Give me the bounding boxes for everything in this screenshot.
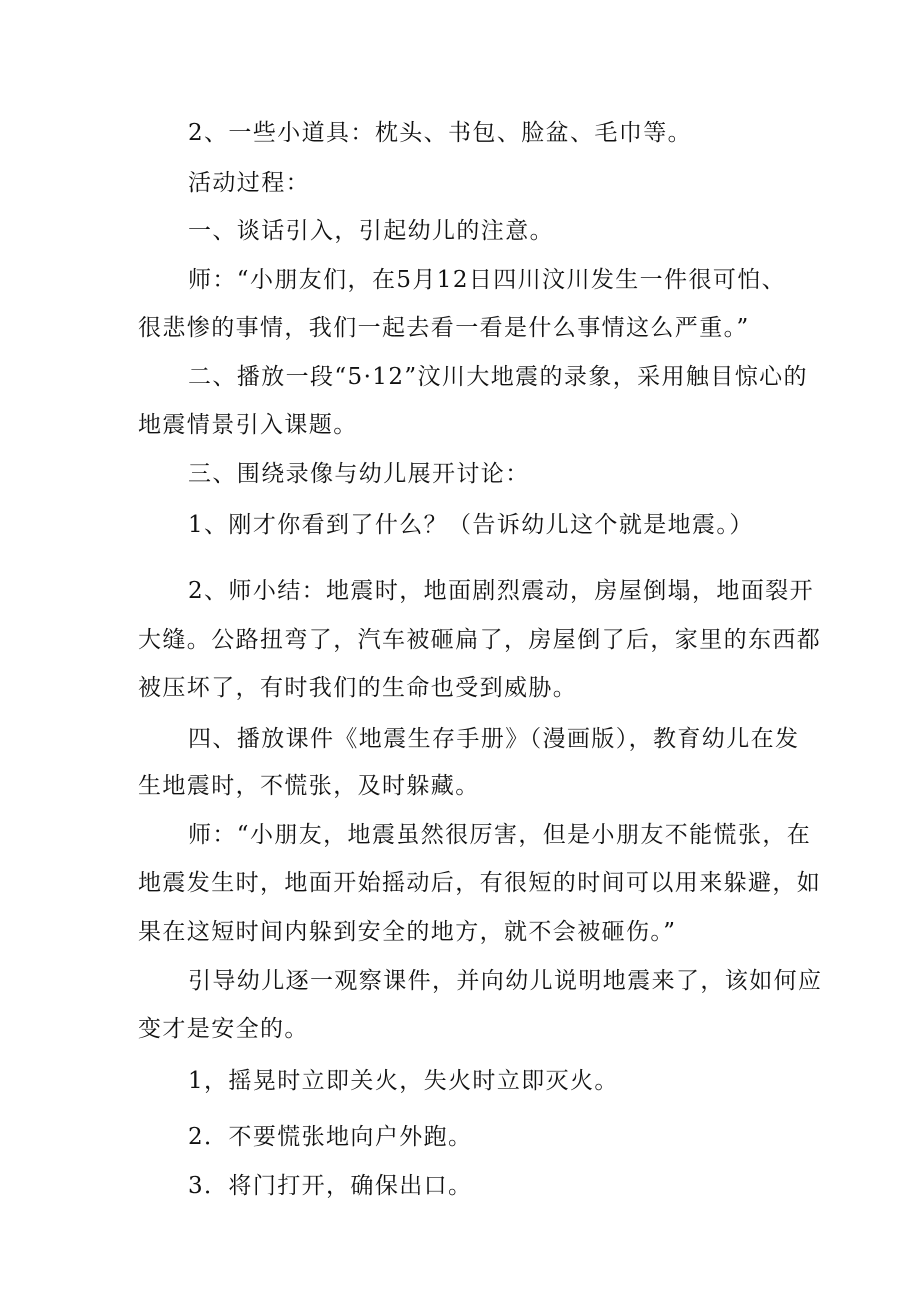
paragraph-teacher-advice-line-2: 地震发生时，地面开始摇动后，有很短的时间可以用来躲避，如 — [138, 870, 822, 896]
list-item-3: 3．将门打开，确保出口。 — [188, 1173, 473, 1199]
paragraph-activity-process-heading: 活动过程： — [188, 170, 310, 196]
paragraph-teacher-advice-line-1: 师：“小朋友，地震虽然很厉害，但是小朋友不能慌张，在 — [188, 822, 812, 848]
paragraph-teacher-advice-line-3: 果在这短时间内躲到安全的地方，就不会被砸伤。” — [138, 919, 677, 945]
paragraph-step-four-line-2: 生地震时，不慌张，及时躲藏。 — [138, 773, 480, 799]
paragraph-summary-line-1: 2、师小结：地震时，地面剧烈震动，房屋倒塌，地面裂开 — [188, 578, 815, 604]
paragraph-guide-line-2: 变才是安全的。 — [138, 1016, 309, 1042]
paragraph-question-one: 1、刚才你看到了什么？（告诉幼儿这个就是地震。） — [188, 512, 754, 538]
paragraph-step-three-heading: 三、围绕录像与幼儿展开讨论： — [188, 461, 530, 487]
paragraph-summary-line-3: 被压坏了，有时我们的生命也受到威胁。 — [138, 675, 578, 701]
paragraph-step-two-line-1: 二、播放一段“5·12”汶川大地震的录象，采用触目惊心的 — [188, 364, 808, 390]
paragraph-teacher-intro-line-2: 很悲惨的事情，我们一起去看一看是什么事情这么严重。” — [138, 315, 750, 341]
paragraph-teacher-intro-line-1: 师：“小朋友们，在5月12日四川汶川发生一件很可怕、 — [188, 267, 787, 293]
list-item-1: 1，摇晃时立即关火，失火时立即灭火。 — [188, 1068, 619, 1094]
paragraph-step-one-heading: 一、谈话引入，引起幼儿的注意。 — [188, 218, 554, 244]
paragraph-step-four-line-1: 四、播放课件《地震生存手册》（漫画版），教育幼儿在发 — [188, 726, 800, 752]
paragraph-step-two-line-2: 地震情景引入课题。 — [138, 412, 358, 438]
paragraph-props-list: 2、一些小道具：枕头、书包、脸盆、毛巾等。 — [188, 120, 693, 146]
list-item-2: 2．不要慌张地向户外跑。 — [188, 1124, 473, 1150]
paragraph-summary-line-2: 大缝。公路扭弯了，汽车被砸扁了，房屋倒了后，家里的东西都 — [138, 627, 822, 653]
paragraph-guide-line-1: 引导幼儿逐一观察课件，并向幼儿说明地震来了，该如何应 — [188, 968, 823, 994]
